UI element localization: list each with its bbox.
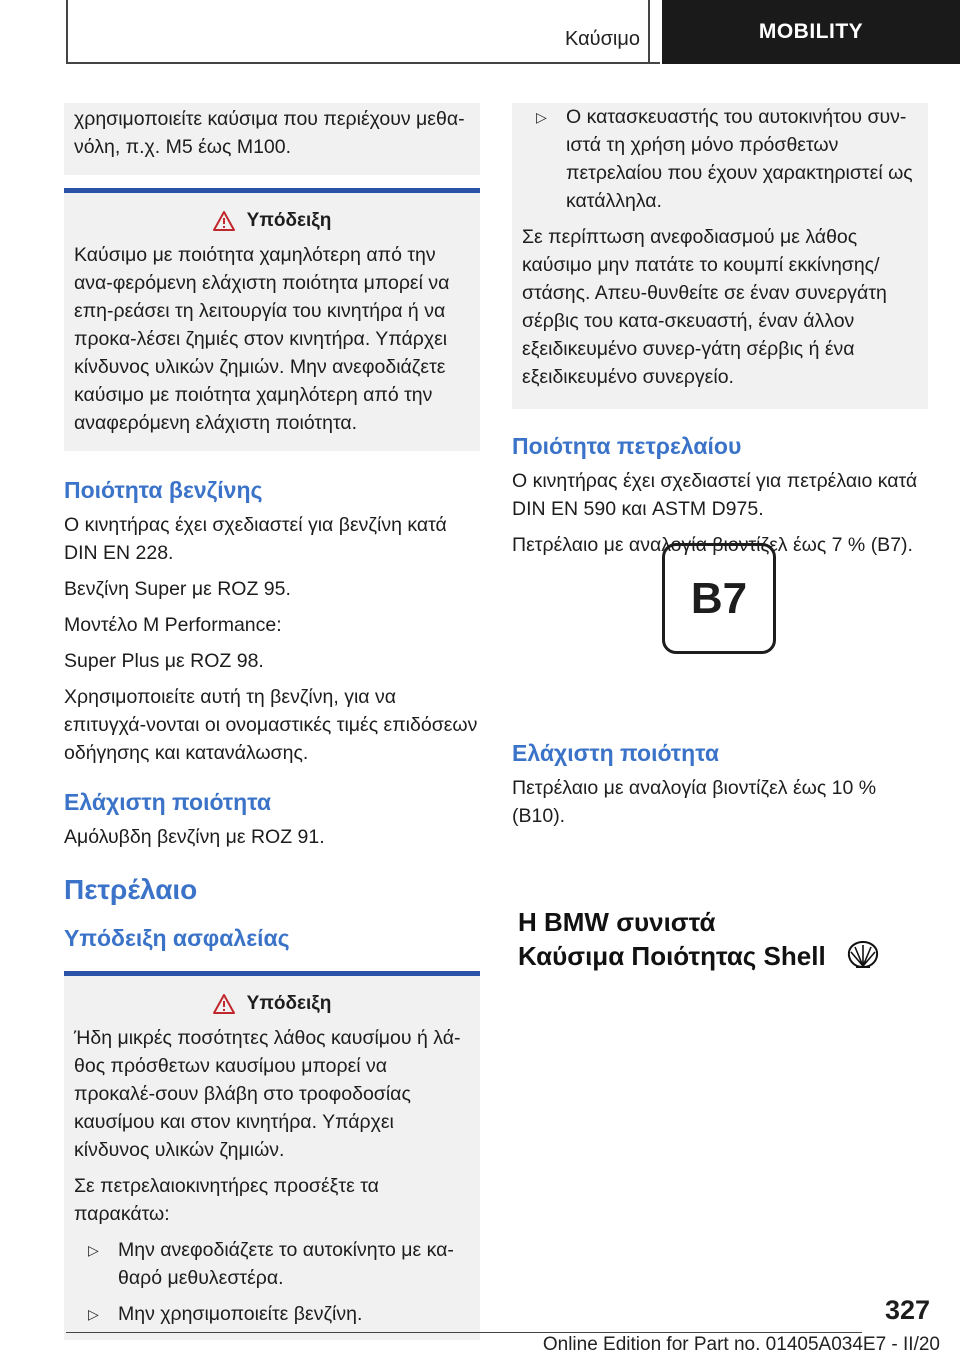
- warning-title-label-2: Υπόδειξη: [246, 993, 332, 1014]
- warning-text: Καύσιμο με ποιότητα χαμηλότερη από την ανα-φερόμενη ελάχιστη ποιότητα μπορεί να επη-ρεάσει τη λειτουργία του κινητήρα ή να προκα-λέσει ζημιές στον κινητήρα. Υπάρχει κίνδυνος υλικών ζημιών. Μην ανεφοδιάζετε καύσιμο με ποιότητα χαμηλότερη από την αναφερόμενη ελάχιστη ποιότητα.: [74, 244, 450, 434]
- methanol-note-box: [64, 103, 480, 175]
- list-item-text: Μην ανεφοδιάζετε το αυτοκίνητο με κα-θαρό μεθυλεστέρα.: [118, 1239, 454, 1289]
- petrol-para-1: Ο κινητήρας έχει σχεδιαστεί για βενζίνη κατά DIN EN 228.: [64, 514, 447, 564]
- warning-title: [74, 207, 470, 235]
- chapter-tab[interactable]: MOBILITY: [662, 0, 960, 64]
- triangle-bullet-icon: ▷: [88, 1306, 99, 1322]
- triangle-bullet-icon: ▷: [536, 109, 547, 125]
- diesel-min-quality-text: Πετρέλαιο με αναλογία βιοντίζελ έως 10 % (B10).: [512, 777, 877, 827]
- header-bottom-rule: [66, 62, 660, 64]
- b7-fuel-label: B7: [662, 543, 776, 654]
- right-column: [512, 103, 928, 567]
- warning-triangle-icon: [213, 994, 235, 1014]
- safety-heading: Υπόδειξη ασφαλείας: [64, 925, 290, 951]
- petrol-para-3: Μοντέλο M Performance:: [64, 614, 282, 636]
- warning-box-wrong-fuel: [64, 971, 480, 1340]
- petrol-para-4: Super Plus με ROZ 98.: [64, 650, 264, 672]
- list-item-text: Μην χρησιμοποιείτε βενζίνη.: [118, 1303, 363, 1325]
- shell-line-2: Καύσιμα Ποιότητας Shell: [518, 941, 826, 971]
- petrol-para-2: Βενζίνη Super με ROZ 95.: [64, 578, 291, 600]
- wrong-fuel-text: Σε περίπτωση ανεφοδιασμού με λάθος καύσιμο μην πατάτε το κουμπί εκκίνησης/στάσης. Απευ-θυνθείτε σε έναν συνεργάτη σέρβις του κατα-σκευαστή, έναν άλλον εξειδικευμένο συνερ-γάτη σέρβις ή ένα εξειδικευμένο συνεργείο.: [522, 226, 887, 388]
- header-left-rule: [66, 0, 68, 64]
- shell-logo-icon: [846, 940, 880, 970]
- warning-title-2: [74, 990, 470, 1018]
- section-title: Καύσιμο: [564, 28, 640, 50]
- triangle-bullet-icon: ▷: [88, 1242, 99, 1258]
- page-number: 327: [884, 1295, 930, 1325]
- warning-title-label: Υπόδειξη: [246, 210, 332, 231]
- left-column: [64, 103, 480, 1340]
- shell-line-1: H BMW συνιστά: [518, 907, 716, 937]
- list-item: [74, 1236, 470, 1292]
- petrol-para-5: Χρησιμοποιείτε αυτή τη βενζίνη, για να επιτυγχά-νονται οι ονομαστικές τιμές επιδόσεων οδήγησης και κατανάλωσης.: [64, 686, 478, 764]
- diesel-min-quality-heading: Ελάχιστη ποιότητα: [512, 740, 719, 766]
- warning-text-2: Ήδη μικρές ποσότητες λάθος καυσίμου ή λά-θος πρόσθετων καυσίμου μπορεί να προκαλέ-σουν βλάβη στο τροφοδοσίας καυσίμου και στον κινητήρα. Υπάρχει κίνδυνος υλικών ζημιών.: [74, 1027, 461, 1161]
- list-item: [522, 103, 918, 215]
- diesel-quality-heading: Ποιότητα πετρελαίου: [512, 433, 742, 459]
- list-item-text: Ο κατασκευαστής του αυτοκινήτου συν-ιστά τη χρήση μόνο πρόσθετων πετρελαίου που έχουν χαρακτηριστεί ως κατάλληλα.: [566, 106, 913, 212]
- diesel-para-1: Ο κινητήρας έχει σχεδιαστεί για πετρέλαιο κατά DIN EN 590 και ASTM D975.: [512, 470, 918, 520]
- warning-triangle-icon: [213, 211, 235, 231]
- methanol-text: χρησιμοποιείτε καύσιμα που περιέχουν μεθα-νόλη, π.χ. M5 έως M100.: [74, 108, 465, 158]
- shell-recommendation: [518, 905, 826, 973]
- warning-box-fuel-quality: [64, 188, 480, 451]
- petrol-min-quality-heading: Ελάχιστη ποιότητα: [64, 789, 271, 815]
- edition-footer: Online Edition for Part no. 01405A034E7 - II/20: [542, 1334, 940, 1355]
- diesel-heading: Πετρέλαιο: [64, 874, 198, 905]
- petrol-min-quality-text: Αμόλυβδη βενζίνη με ROZ 91.: [64, 826, 325, 848]
- diesel-additives-box: [512, 103, 928, 409]
- diesel-para-2: Πετρέλαιο με αναλογία βιοντίζελ έως 7 % (B7).: [512, 534, 913, 556]
- warning-text-3: Σε πετρελαιοκινητήρες προσέξτε τα παρακάτω:: [74, 1175, 379, 1225]
- right-column-lower: [512, 738, 928, 838]
- header-divider: [648, 0, 650, 64]
- footer-rule: [66, 1332, 862, 1333]
- list-item: [74, 1300, 470, 1328]
- petrol-quality-heading: Ποιότητα βενζίνης: [64, 477, 263, 503]
